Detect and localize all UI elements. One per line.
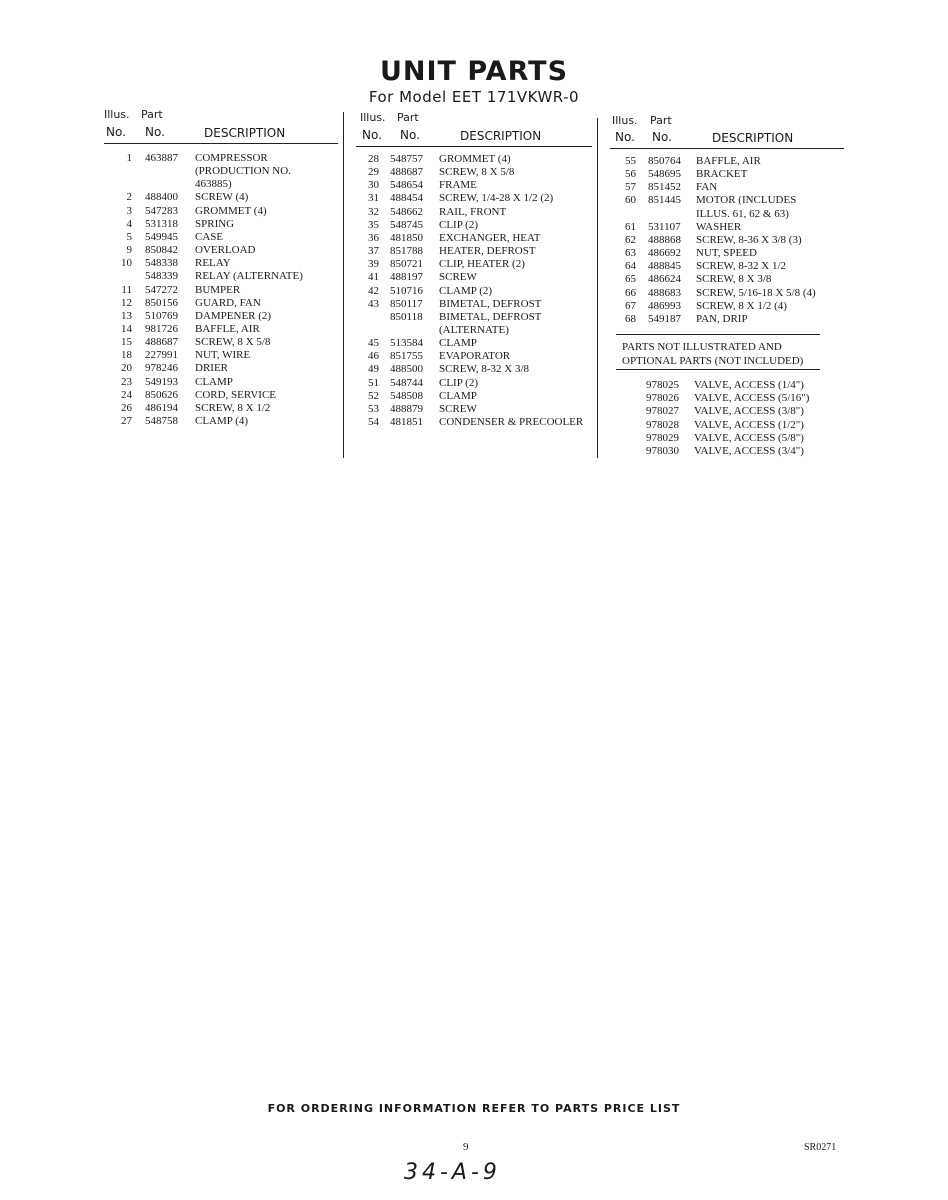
part-number: 851788 [390,245,423,258]
part-number: 547283 [145,204,178,217]
part-description: SCREW [439,271,477,284]
part-number: 548745 [390,218,423,231]
illus-number: 49 [368,363,379,376]
part-description: BAFFLE, AIR [195,322,260,335]
part-number: 851755 [390,350,423,363]
part-no-header: No. [400,128,420,142]
illus-number: 55 [625,155,636,167]
part-number: 488197 [390,271,423,284]
part-description: CLIP (2) [439,218,479,231]
illus-number: 9 [126,244,132,257]
part-description: SCREW, 8 X 1/2 [195,401,271,414]
part-number: 851452 [648,181,681,194]
part-number: 548744 [390,376,423,389]
part-description: MOTOR (INCLUDES [696,194,797,207]
part-description: CASE [195,230,224,243]
part-description: EXCHANGER, HEAT [439,231,541,244]
section-rule [616,369,820,370]
part-description: SCREW, 8-32 X 1/2 [696,260,787,273]
page-number: 9 [463,1141,469,1153]
illus-number: 28 [368,153,379,165]
part-number: 851445 [648,194,681,207]
part-description: RAIL, FRONT [439,205,507,218]
part-number: 850842 [145,244,178,257]
illus-number: 20 [121,362,132,375]
description-header: DESCRIPTION [204,126,286,140]
header-rule [356,146,592,147]
illus-number: 14 [121,322,132,335]
part-description: ILLUS. 61, 62 & 63) [696,207,789,220]
part-description: SCREW, 8 X 5/8 [439,166,515,179]
part-description: 463885) [195,178,232,191]
illus-header: Illus. [360,111,386,124]
part-description: SCREW, 8-36 X 3/8 (3) [696,233,802,246]
part-description: EVAPORATOR [439,350,511,363]
page-title: UNIT PARTS [379,56,569,87]
part-number: 547272 [145,283,178,296]
illus-number: 36 [368,231,379,244]
illus-number: 37 [368,245,379,258]
part-description: SCREW [439,402,477,415]
illus-header: Illus. [104,108,130,121]
part-description: FAN [696,181,718,194]
part-number: 978026 [646,392,679,405]
illus-number: 53 [368,402,379,415]
model-subtitle: For Model EET 171VKWR-0 [368,88,580,106]
part-description: CLAMP (2) [439,284,493,297]
part-number: 981726 [145,322,178,335]
description-header: DESCRIPTION [712,131,794,145]
illus-number: 3 [126,204,132,217]
part-number: 548757 [390,153,423,165]
illus-number: 24 [121,388,132,401]
part-number: 978025 [646,379,679,391]
illus-no-header: No. [362,128,382,142]
column-divider [343,112,344,458]
illus-number: 43 [368,297,379,310]
illus-number: 4 [126,217,132,230]
part-number: 486624 [648,273,681,286]
illus-number: 35 [368,218,379,231]
part-number: 548758 [145,415,178,427]
part-number: 850721 [390,258,423,271]
illus-number: 13 [121,309,132,322]
part-number: 510716 [390,284,423,297]
illus-number: 23 [121,375,132,388]
part-number: 513584 [390,337,423,350]
section-rule [616,334,820,335]
illus-number: 15 [121,336,132,349]
description-header: DESCRIPTION [460,129,542,143]
part-number: 978030 [646,445,679,457]
illus-number: 46 [368,350,379,363]
part-number: 531318 [145,217,178,230]
part-description: SCREW, 8-32 X 3/8 [439,363,530,376]
illus-number: 51 [368,376,379,389]
part-number: 488687 [390,166,423,179]
illus-number: 39 [368,258,379,271]
part-number: 488879 [390,402,423,415]
illus-number: 67 [625,299,636,312]
part-description: VALVE, ACCESS (1/2") [694,418,804,431]
part-description: WASHER [696,220,742,233]
part-description: SCREW, 8 X 1/2 (4) [696,299,787,312]
part-number: 488687 [145,336,178,349]
part-description: VALVE, ACCESS (5/8") [694,431,804,444]
part-description: VALVE, ACCESS (3/4") [694,445,804,457]
part-description: (ALTERNATE) [439,323,509,336]
part-description: CORD, SERVICE [195,388,277,401]
part-number: 549187 [648,312,681,325]
illus-number: 66 [625,286,636,299]
header-rule [610,148,844,149]
illus-number: 62 [625,233,636,246]
part-number: 978027 [646,405,679,418]
not-illustrated-heading [622,340,803,368]
part-number: 531107 [648,220,681,233]
illus-no-header: No. [615,130,635,144]
illus-number: 30 [368,179,379,192]
part-number: 548338 [145,257,178,270]
part-description: VALVE, ACCESS (3/8") [694,405,804,418]
part-number: 850764 [648,155,681,167]
part-header: Part [650,114,672,127]
part-description: DAMPENER (2) [195,309,272,322]
part-description: OVERLOAD [195,244,256,257]
illus-number: 12 [121,296,132,309]
part-description: SPRING [195,217,235,230]
illus-number: 68 [625,312,636,325]
part-number: 488868 [648,233,681,246]
part-header: Part [141,108,163,121]
part-number: 486194 [145,401,178,414]
part-number: 850118 [390,310,423,323]
part-description: NUT, WIRE [195,349,251,362]
part-number: 548662 [390,205,423,218]
illus-header: Illus. [612,114,638,127]
illus-number: 5 [126,230,132,243]
part-description: (PRODUCTION NO. [195,165,291,178]
part-description: BAFFLE, AIR [696,155,761,167]
part-number: 486692 [648,247,681,260]
illus-number: 26 [121,401,132,414]
part-description: CLAMP [195,375,233,388]
part-number: 481851 [390,416,423,428]
illus-number: 11 [121,283,132,296]
part-description: GROMMET (4) [439,153,511,165]
part-number: 486993 [648,299,681,312]
illus-number: 56 [625,168,636,181]
illus-number: 63 [625,247,636,260]
illus-number: 10 [121,257,132,270]
part-description: CLAMP [439,389,477,402]
part-description: BIMETAL, DEFROST [439,297,542,310]
part-description: BIMETAL, DEFROST [439,310,542,323]
illus-number: 2 [126,191,132,204]
illus-number: 54 [368,416,379,428]
part-description: CLIP (2) [439,376,479,389]
part-number: 510769 [145,309,178,322]
header-rule [104,143,338,144]
illus-number: 52 [368,389,379,402]
part-description: NUT, SPEED [696,247,757,260]
part-number: 488454 [390,192,423,205]
part-description: CLAMP (4) [195,415,249,427]
part-number: 548508 [390,389,423,402]
illus-number: 27 [121,415,132,427]
column-divider [597,118,598,458]
part-number: 463887 [145,152,178,164]
illus-number: 1 [126,152,132,164]
illus-no-header: No. [106,125,126,139]
part-number: 548339 [145,270,178,283]
part-description: SCREW, 5/16-18 X 5/8 (4) [696,286,816,299]
illus-number: 64 [625,260,636,273]
part-description: SCREW, 8 X 3/8 [696,273,772,286]
part-description: CONDENSER & PRECOOLER [439,416,584,428]
illus-number: 45 [368,337,379,350]
illus-number: 60 [625,194,636,207]
illus-number: 31 [368,192,379,205]
part-number: 850156 [145,296,178,309]
handwritten-note: 34-A-9 [404,1160,501,1185]
part-number: 549945 [145,230,178,243]
illus-number: 57 [625,181,636,194]
part-description: BRACKET [696,168,748,181]
part-number: 850626 [145,388,178,401]
part-number: 548695 [648,168,681,181]
part-description: COMPRESSOR [195,152,268,164]
part-description: FRAME [439,179,477,192]
illus-number: 18 [121,349,132,362]
part-description: SCREW, 1/4-28 X 1/2 (2) [439,192,554,205]
illus-number: 65 [625,273,636,286]
part-number: 488845 [648,260,681,273]
part-description: CLIP, HEATER (2) [439,258,525,271]
part-number: 978028 [646,418,679,431]
illus-number: 41 [368,271,379,284]
part-number: 548654 [390,179,423,192]
illus-number: 32 [368,205,379,218]
part-number: 488500 [390,363,423,376]
part-number: 481850 [390,231,423,244]
document-code: SR0271 [804,1142,837,1153]
part-description: DRIER [195,362,228,375]
ordering-note: FOR ORDERING INFORMATION REFER TO PARTS PRICE LIST [267,1102,681,1115]
part-header: Part [397,111,419,124]
part-description: RELAY (ALTERNATE) [195,270,303,283]
part-number: 978029 [646,431,679,444]
heading-line: PARTS NOT ILLUSTRATED AND [622,341,782,353]
part-description: VALVE, ACCESS (5/16") [694,392,810,405]
heading-line: OPTIONAL PARTS (NOT INCLUDED) [622,355,804,367]
part-number: 978246 [145,362,178,375]
part-no-header: No. [145,125,165,139]
part-number: 488400 [145,191,178,204]
part-description: SCREW, 8 X 5/8 [195,336,271,349]
illus-number: 42 [368,284,379,297]
illus-number: 61 [625,220,636,233]
part-no-header: No. [652,130,672,144]
part-number: 850117 [390,297,423,310]
part-number: 549193 [145,375,178,388]
part-description: BUMPER [195,283,241,296]
part-number: 227991 [145,349,178,362]
illus-number: 29 [368,166,379,179]
part-description: SCREW (4) [195,191,249,204]
part-description: VALVE, ACCESS (1/4") [694,379,804,391]
part-description: CLAMP [439,337,477,350]
part-number: 488683 [648,286,681,299]
part-description: RELAY [195,257,231,270]
part-description: GROMMET (4) [195,204,267,217]
part-description: PAN, DRIP [696,312,748,325]
part-description: GUARD, FAN [195,296,261,309]
part-description: HEATER, DEFROST [439,245,536,258]
